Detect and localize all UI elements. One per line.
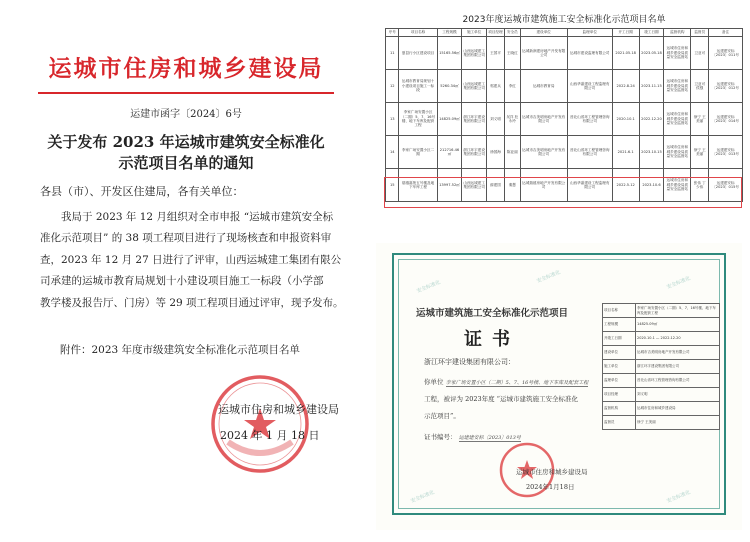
- column-header: 安全员: [504, 29, 520, 37]
- certificate-number: 运建建安标〔2023〕013号: [458, 435, 521, 441]
- certificate-issuer: 运城市住房和城乡建设局: [516, 468, 588, 476]
- table-cell: 2021.6.1: [612, 136, 639, 169]
- table-cell: 秦慧: [504, 169, 520, 202]
- attachment-line: 附件：2023 年度市级建筑安全标准化示范项目名单: [60, 344, 301, 356]
- table-row: [386, 103, 743, 136]
- certificate-line: [424, 377, 588, 387]
- issuer-header: 运城市住房和城乡建设局: [48, 56, 324, 82]
- table-cell: 运建建安标〔2023〕014号: [709, 103, 743, 136]
- table-cell: 晋北山省环工程管理咨询有限公司: [567, 103, 612, 136]
- certificate-info-label: 建设单位: [603, 346, 636, 360]
- certificate-info-row: [603, 332, 720, 346]
- project-list-page: [385, 12, 743, 217]
- certificate-info-value: 刘义明: [636, 388, 720, 402]
- certificate-info-row: [603, 304, 720, 318]
- table-cell: 山西运城建工集团有限公司: [462, 37, 487, 70]
- table-cell: 运城市住房和城乡建设局质量安全监督站: [664, 70, 691, 103]
- certificate-info-label: 项目名称: [603, 304, 636, 318]
- table-cell: 山西华嘉建设工程监理有限公司: [567, 70, 612, 103]
- table-row: [386, 70, 743, 103]
- table-row: [386, 136, 743, 169]
- table-cell: 13: [386, 103, 399, 136]
- column-header: 备注: [709, 29, 743, 37]
- table-cell: 徐国海: [487, 136, 505, 169]
- certificate-company: 浙江环宇建设集团有限公司：: [424, 358, 515, 366]
- table-cell: 运城新润建房地产开发有限公司: [520, 37, 567, 70]
- watermark-text: 安全标准化: [665, 275, 692, 291]
- table-cell: 14825.09㎡: [437, 103, 462, 136]
- column-header: 监督员: [691, 29, 709, 37]
- table-cell: 山西运城建工集团有限公司: [462, 70, 487, 103]
- certificate-title: 证书: [464, 329, 520, 350]
- table-cell: 运城瑞禧房地产开发有限公司: [520, 169, 567, 202]
- certificate-info-row: [603, 374, 720, 388]
- notice-title-line: 关于发布 2023 年运城市建筑安全标准化: [47, 133, 325, 151]
- table-cell: 2023.11.15: [639, 70, 664, 103]
- table-cell: 徐宁 王美丽: [691, 136, 709, 169]
- certificate-info-label: 监理单位: [603, 374, 636, 388]
- table-cell: 2022.8.24: [612, 70, 639, 103]
- table-cell: 212716.46㎡: [437, 136, 462, 169]
- column-header: 开工日期: [612, 29, 639, 37]
- table-cell: 张伟 丁少伟: [691, 169, 709, 202]
- project-table: [385, 28, 743, 202]
- certificate-info-label: 项目经理: [603, 388, 636, 402]
- table-cell: 薛建国: [487, 169, 505, 202]
- table-cell: 运城市住房和城乡建设局质量安全监督站: [664, 169, 691, 202]
- table-header-row: [386, 29, 743, 37]
- certificate-info-value: 运城市吉美明房地产开发有限公司: [636, 346, 720, 360]
- table-cell: 王晓红: [504, 37, 520, 70]
- certificate-info-value: 晋北山省环工程管理咨询有限公司: [636, 374, 720, 388]
- table-cell: 运城市建设监理有限公司: [567, 37, 612, 70]
- body-line: 教学楼及报告厅、门房）等 29 项工程项目通过评审，现予发布。: [40, 296, 344, 309]
- table-cell: 陈亚丽: [504, 136, 520, 169]
- table-cell: 晋北山省环工程管理咨询有限公司: [567, 136, 612, 169]
- table-cell: 运建建安标〔2023〕012号: [709, 70, 743, 103]
- table-cell: 15: [386, 169, 399, 202]
- body-line: 司承建的运城市教育局规划十小建设项目施工一标段（小学部: [40, 275, 324, 288]
- table-cell: 徐宁 王美丽: [691, 103, 709, 136]
- table-cell: 11: [386, 37, 399, 70]
- certificate-info-label: 开竣工日期: [603, 332, 636, 346]
- table-cell: 运城市教育局: [520, 70, 567, 103]
- certificate-line: 示范项目”。: [424, 412, 460, 420]
- table-header: [386, 29, 743, 37]
- table-row: [386, 169, 743, 202]
- table-cell: 李家广场安置小区（二期）5、7、16号楼、地下车库及配套工程: [399, 103, 437, 136]
- table-cell: 卫亚可 侯强: [691, 70, 709, 103]
- certificate-info-row: [603, 318, 720, 332]
- notice-title: [0, 132, 372, 174]
- table-cell: 李红: [504, 70, 520, 103]
- column-header: 序号: [386, 29, 399, 37]
- red-divider: [38, 92, 334, 94]
- table-body: [386, 37, 743, 202]
- table-cell: 2023.10.6: [639, 169, 664, 202]
- table-cell: 郭建兵: [487, 70, 505, 103]
- watermark-text: 安全标准化: [415, 279, 442, 295]
- certificate: [376, 243, 742, 530]
- table-cell: 15165.56㎡: [437, 37, 462, 70]
- table-row: [386, 37, 743, 70]
- table-cell: 运城市吉美明房地产开发有限公司: [520, 103, 567, 136]
- certificate-info-body: [603, 304, 720, 430]
- signature-date: 2024 年 1 月 18 日: [220, 429, 320, 442]
- certificate-info-label: 监督员: [603, 416, 636, 430]
- certificate-info-label: 工程规模: [603, 318, 636, 332]
- certificate-info-value: 2020.10.1 — 2022.12.20: [636, 332, 720, 346]
- watermark-text: 安全标准化: [535, 269, 562, 285]
- watermark-text: 安全标准化: [409, 489, 436, 505]
- column-header: 建设单位: [520, 29, 567, 37]
- certificate-info-row: [603, 346, 720, 360]
- document-number: 运建市函字〔2024〕6号: [130, 109, 242, 120]
- certificate-info-value: 徐宁 王美丽: [636, 416, 720, 430]
- column-header: 竣工日期: [639, 29, 664, 37]
- column-header: 监理单位: [567, 29, 612, 37]
- column-header: 施工单位: [462, 29, 487, 37]
- table-cell: 瑞禧嘉苑五号楼及地下车库工程: [399, 169, 437, 202]
- table-cell: 5260.34㎡: [437, 70, 462, 103]
- notice-document: [0, 0, 372, 542]
- body-line: 我局于 2023 年 12 月组织对全市申报 “运城市建筑安全标: [61, 211, 334, 223]
- certificate-info-value: 李家广场安置小区（二期）5、7、16号楼、地下车库及配套工程: [636, 304, 720, 318]
- column-header: 工程规模: [437, 29, 462, 37]
- certificate-info-table: [602, 303, 720, 430]
- table-cell: 山西华嘉建设工程监理有限公司: [567, 169, 612, 202]
- table-cell: 2022.12.20: [639, 103, 664, 136]
- table-cell: 浙江环宇建设集团有限公司: [462, 103, 487, 136]
- table-cell: 14: [386, 136, 399, 169]
- certificate-heading: 运城市建筑施工安全标准化示范项目: [415, 308, 568, 319]
- body-line: 准化示范项目” 的 38 项工程项目进行了现场核查和申报资料审: [40, 232, 332, 245]
- table-cell: 运建建安标〔2023〕015号: [709, 169, 743, 202]
- table-cell: 运城市吉美明房地产开发有限公司: [520, 136, 567, 169]
- certificate-info-value: 运城市住房和城乡建设局: [636, 402, 720, 416]
- certificate-info-row: [603, 402, 720, 416]
- body-line: 查，2023 年 12 月 27 日进行了评审，山西运城建工集团有限公: [40, 253, 342, 266]
- table-cell: 13997.52㎡: [437, 169, 462, 202]
- table-title: 2023年度运城市建筑施工安全标准化示范项目名单: [462, 15, 666, 25]
- table-cell: 运城市住房和城乡建设局质量安全监督站: [664, 136, 691, 169]
- column-header: 项目名称: [399, 29, 437, 37]
- certificate-number-label: 证书编号：: [424, 433, 457, 441]
- certificate-line-prefix: 你单位: [424, 378, 444, 386]
- table-cell: 王国平: [487, 37, 505, 70]
- table-cell: 运城市住房和城乡建设局质量安全监督站: [664, 37, 691, 70]
- watermark-text: 安全标准化: [665, 489, 692, 505]
- certificate-info-label: 施工单位: [603, 360, 636, 374]
- salutation: 各县（市）、开发区住建局，各有关单位：: [40, 185, 244, 198]
- table-cell: 刘义明: [487, 103, 505, 136]
- certificate-info-row: [603, 360, 720, 374]
- certificate-info-label: 监督机构: [603, 402, 636, 416]
- certificate-info-value: 14825.09㎡: [636, 318, 720, 332]
- table-cell: 浙江环宇建设集团有限公司: [462, 136, 487, 169]
- official-seal-icon: [208, 372, 312, 476]
- notice-body: [40, 207, 344, 314]
- certificate-date: 2024年1月18日: [526, 483, 575, 491]
- certificate-info-value: 浙江环宇建设集团有限公司: [636, 360, 720, 374]
- table-cell: 运城市住房和城乡建设局质量安全监督站: [664, 103, 691, 136]
- table-cell: 运建建安标〔2023〕011号: [709, 37, 743, 70]
- certificate-line: 工程，被评为 2023年度 “运城市建筑施工安全标准化: [424, 395, 578, 403]
- table-cell: 山西运城建工集团有限公司: [462, 169, 487, 202]
- table-cell: 2020.10.1: [612, 103, 639, 136]
- certificate-info-row: [603, 416, 720, 430]
- table-cell: 2023.05.18: [639, 37, 664, 70]
- table-cell: 运城市教育局规划十小建设项目施工一标段: [399, 70, 437, 103]
- column-header: 监督机构: [664, 29, 691, 37]
- certificate-info-row: [603, 388, 720, 402]
- table-cell: 2023.10.15: [639, 136, 664, 169]
- table-cell: 运建建安标〔2023〕013号: [709, 136, 743, 169]
- table-cell: 卫亚可: [691, 37, 709, 70]
- table-cell: 李家广场安置小区二期: [399, 136, 437, 169]
- table-cell: 2022.5.12: [612, 169, 639, 202]
- notice-title-line: 示范项目名单的通知: [118, 154, 254, 172]
- table-cell: 12: [386, 70, 399, 103]
- table-cell: 2021.05.18: [612, 37, 639, 70]
- column-header: 项目经理: [487, 29, 505, 37]
- table-cell: 吴洋 杜永玲: [504, 103, 520, 136]
- table-cell: 夏县行小区建设项目: [399, 37, 437, 70]
- signature-organization: 运城市住房和城乡建设局: [218, 403, 339, 416]
- certificate-project-name: 李家广场安置小区（二期）5、7、16号楼、地下车库及配套工程: [445, 380, 589, 386]
